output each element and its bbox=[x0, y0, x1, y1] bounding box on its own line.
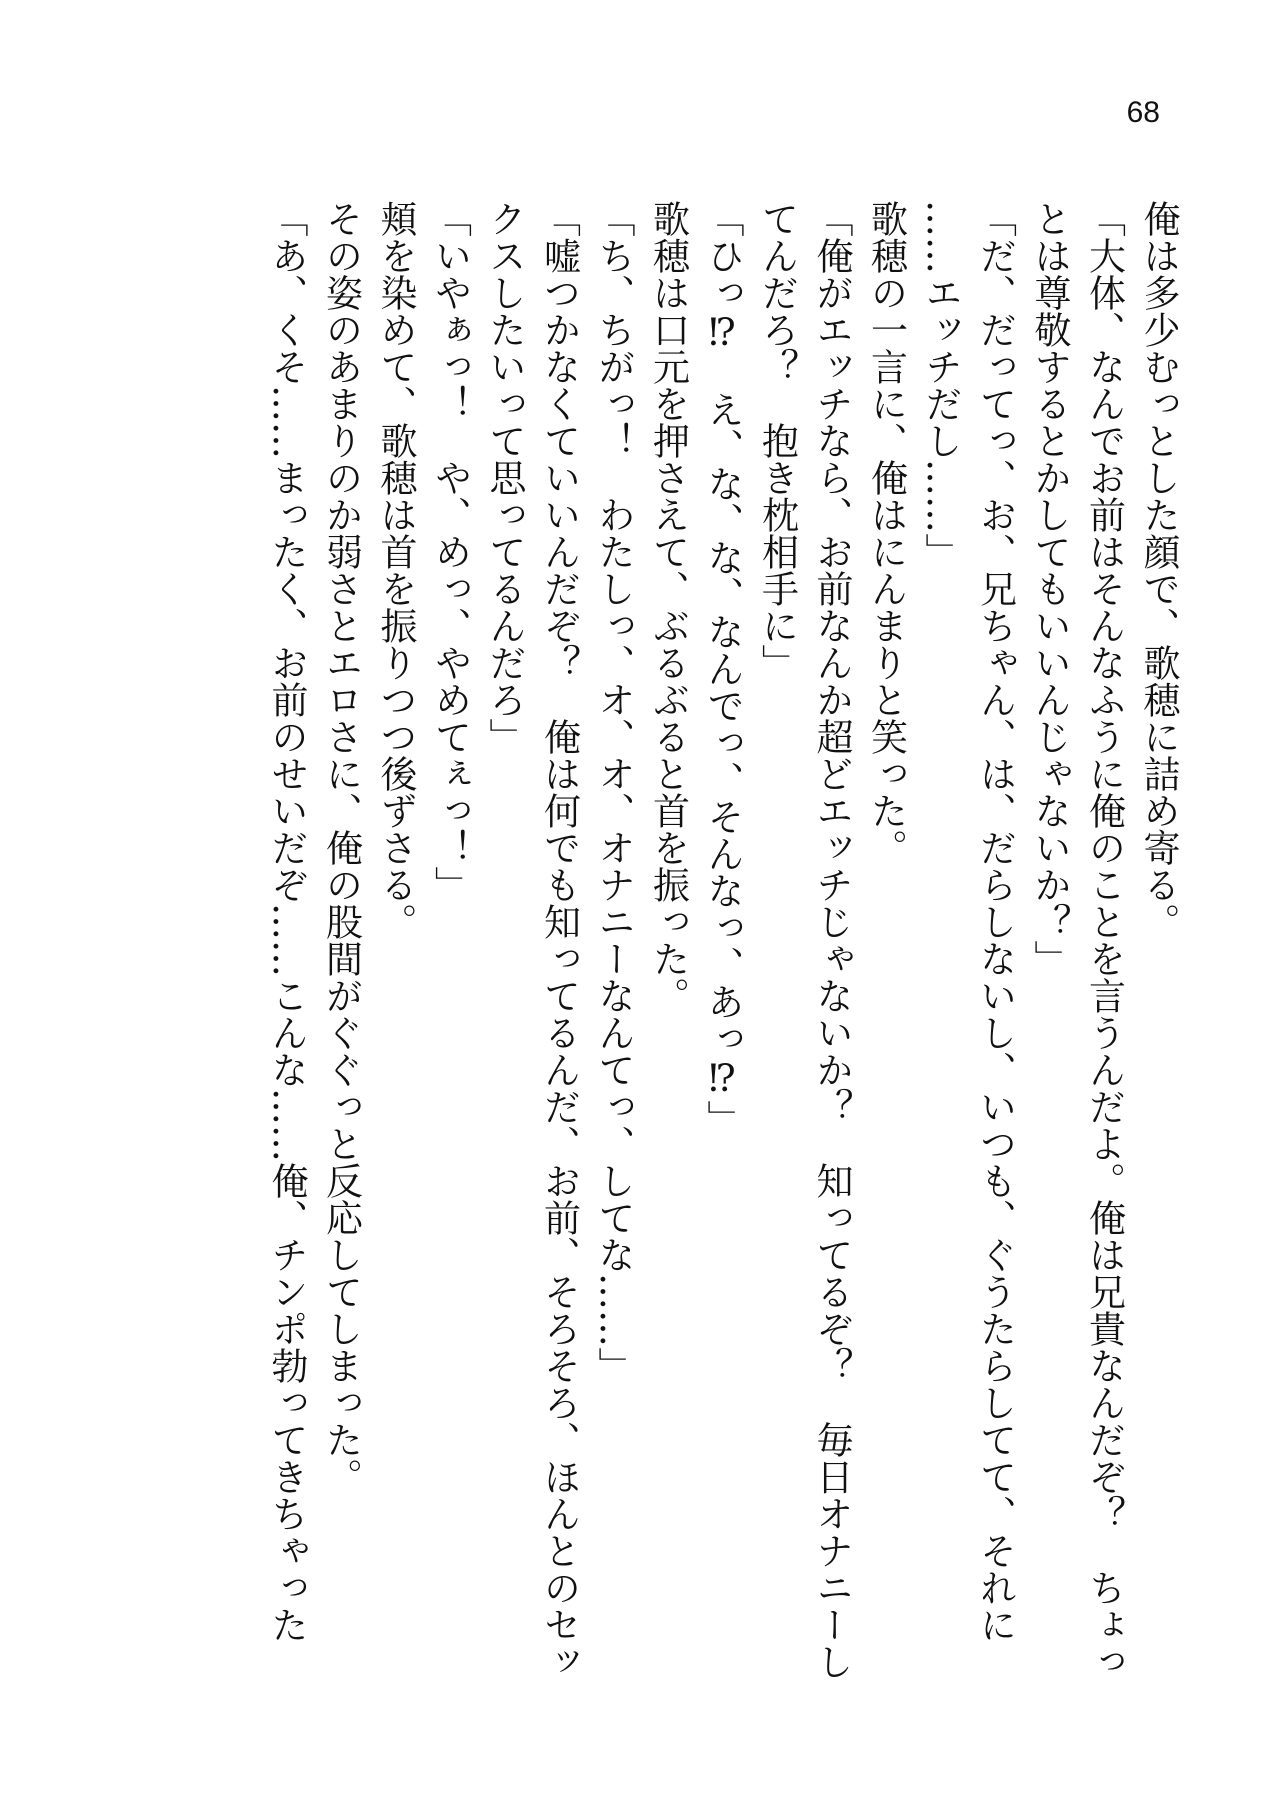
text-line: 「嘘つかなくていいんだぞ？ 俺は何でも知ってるんだ、お前、そろそろ、ほんとのセッ bbox=[537, 200, 581, 1680]
text-line: 「いやぁっ！ や、めっ、やめてぇっ！」 bbox=[428, 200, 472, 903]
text-line: てんだろ？ 抱き枕相手に」 bbox=[755, 200, 799, 681]
text-line: 「ひっ⁉ え、な、な、なんでっ、そんなっ、あっ⁉」 bbox=[701, 200, 744, 1137]
text-line: クスしたいって思ってるんだろ」 bbox=[483, 200, 526, 755]
text-line: 俺は多少むっとした顔で、歌穂に詰め寄る。 bbox=[1137, 200, 1180, 940]
text-line: その姿のあまりのか弱さとエロさに、俺の股間がぐぐっと反応してしまった。 bbox=[319, 200, 363, 1495]
vertical-body-text bbox=[259, 200, 1186, 1760]
text-line: 「俺がエッチなら、お前なんか超どエッチじゃないか？ 知ってるぞ？ 毎日オナニーし bbox=[810, 200, 853, 1680]
text-line: 「大体、なんでお前はそんなふうに俺のことを言うんだよ。俺は兄貴なんだぞ？ ちょっ bbox=[1082, 200, 1126, 1680]
text-line: 「だ、だってっ、お、兄ちゃん、は、だらしないし、いつも、ぐうたらしてて、それに bbox=[973, 200, 1017, 1643]
text-line: ……エッチだし……」 bbox=[919, 200, 962, 570]
text-line: 頬を染めて、歌穂は首を振りつつ後ずさる。 bbox=[374, 200, 417, 940]
text-line: 歌穂の一言に、俺はにんまりと笑った。 bbox=[864, 200, 908, 866]
text-line: 「ち、ちがっ！ わたしっ、オ、オ、オナニーなんてっ、してな……」 bbox=[592, 200, 635, 1384]
text-line: 歌穂は口元を押さえて、ぶるぶると首を振った。 bbox=[646, 200, 690, 1014]
text-line: とは尊敬するとかしてもいいんじゃないか？」 bbox=[1028, 200, 1071, 977]
page-number: 68 bbox=[1126, 96, 1160, 129]
text-line: 「あ、くそ……まったく、お前のせいだぞ……こんな……俺、チンポ勃ってきちゃった bbox=[265, 200, 308, 1643]
